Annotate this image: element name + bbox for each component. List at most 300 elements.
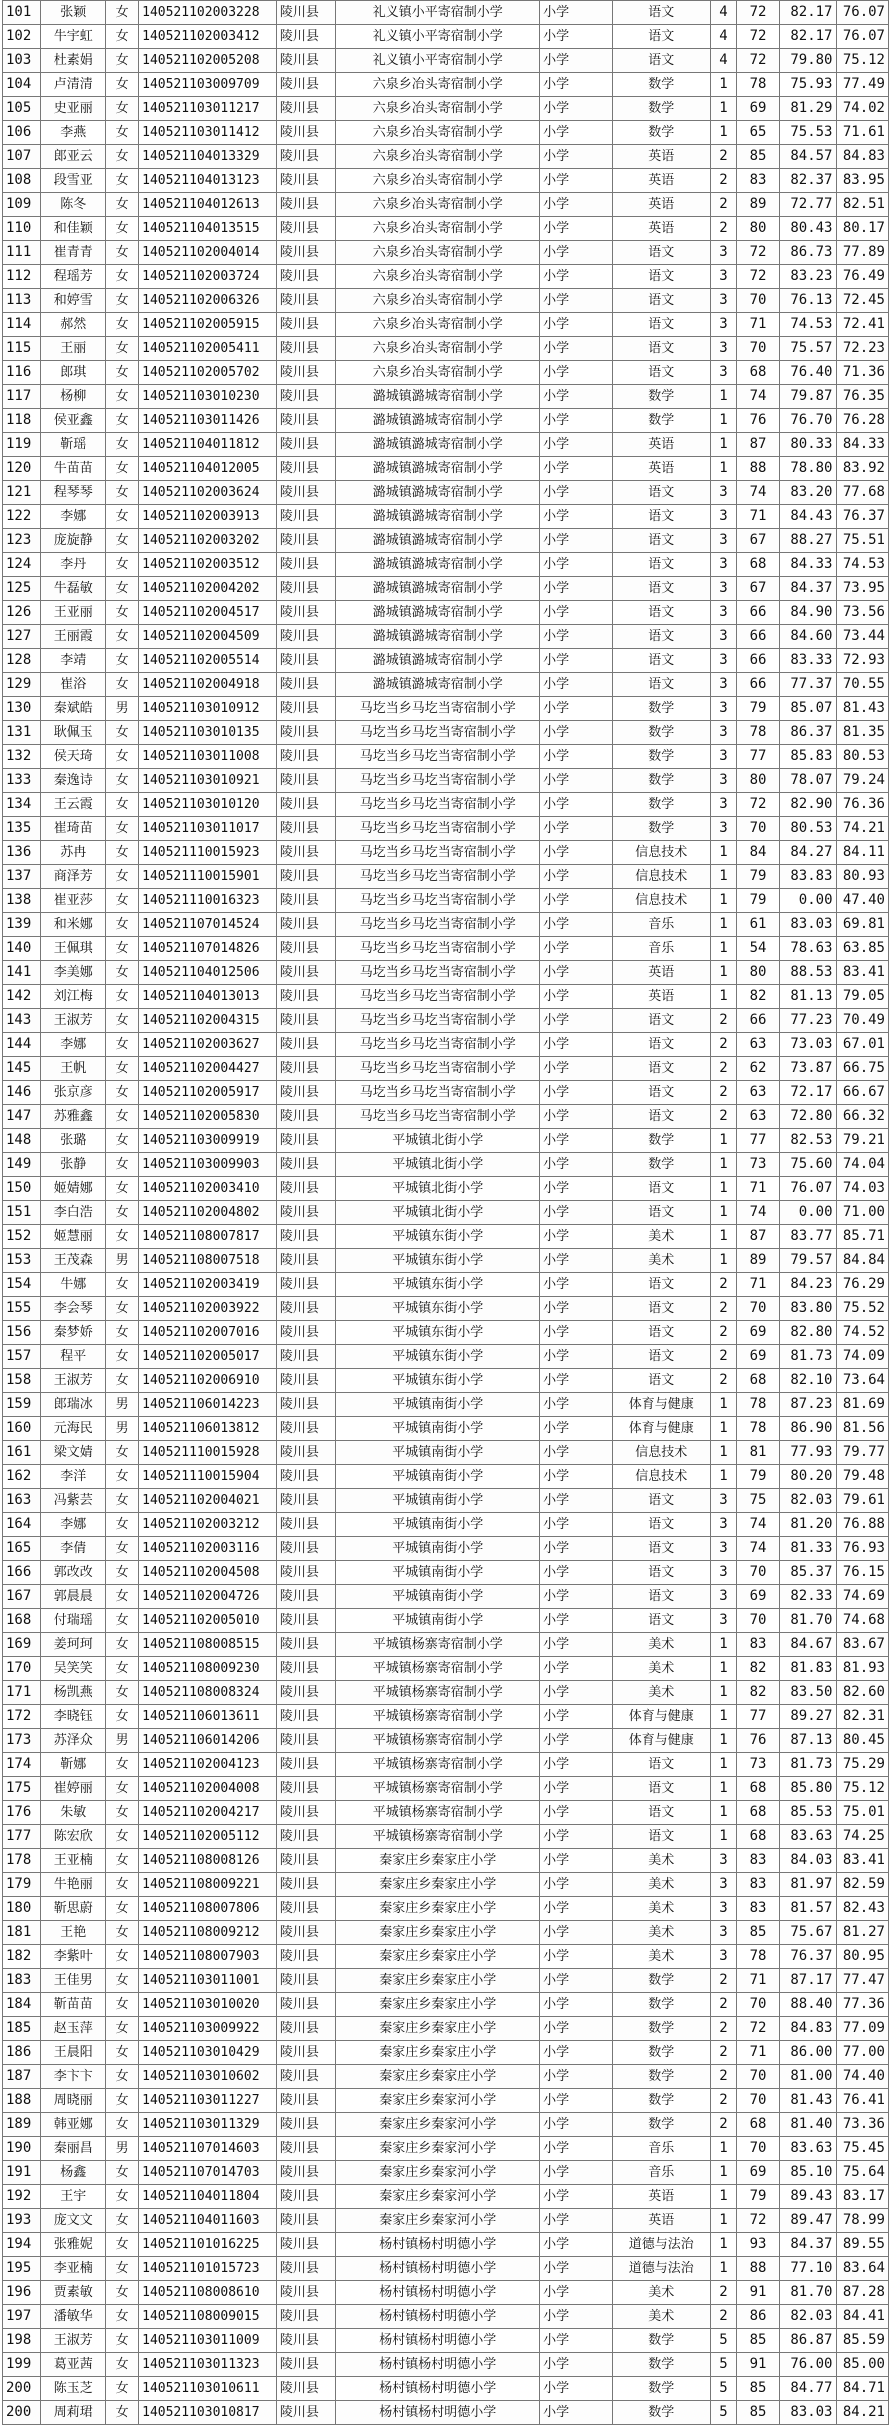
exam-id-cell: 140521103010817 (139, 2401, 277, 2425)
candidate-name-cell: 李娜 (41, 1513, 106, 1537)
interview-score-cell: 80.33 (779, 433, 836, 457)
row-number-cell: 178 (3, 1849, 41, 1873)
interview-score-cell: 81.73 (779, 1753, 836, 1777)
row-number-cell: 117 (3, 385, 41, 409)
subject-cell: 语文 (612, 1801, 710, 1825)
exam-id-cell: 140521102003202 (139, 529, 277, 553)
row-number-cell: 104 (3, 73, 41, 97)
row-number-cell: 138 (3, 889, 41, 913)
table-row (3, 1009, 889, 1033)
school-cell: 秦家庄乡秦家庄小学 (336, 2017, 540, 2041)
table-row (3, 1201, 889, 1225)
county-cell: 陵川县 (276, 193, 336, 217)
gender-cell: 女 (106, 1657, 139, 1681)
written-score-cell: 87 (737, 1225, 780, 1249)
stage-cell: 小学 (540, 1753, 612, 1777)
exam-id-cell: 140521102004509 (139, 625, 277, 649)
stage-cell: 小学 (540, 1, 612, 25)
stage-cell: 小学 (540, 2401, 612, 2425)
county-cell: 陵川县 (276, 1873, 336, 1897)
subject-cell: 语文 (612, 1513, 710, 1537)
table-row (3, 1153, 889, 1177)
school-cell: 平城镇北街小学 (336, 1129, 540, 1153)
row-number-cell: 103 (3, 49, 41, 73)
table-row (3, 1057, 889, 1081)
exam-id-cell: 140521103010611 (139, 2377, 277, 2401)
candidate-name-cell: 杨柳 (41, 385, 106, 409)
total-score-cell: 73.56 (836, 601, 889, 625)
gender-cell: 女 (106, 2305, 139, 2329)
subject-cell: 数学 (612, 745, 710, 769)
exam-id-cell: 140521102003412 (139, 25, 277, 49)
gender-cell: 女 (106, 217, 139, 241)
written-score-cell: 74 (737, 1201, 780, 1225)
written-score-cell: 78 (737, 1417, 780, 1441)
written-score-cell: 86 (737, 2305, 780, 2329)
written-score-cell: 88 (737, 2257, 780, 2281)
subject-cell: 美术 (612, 1873, 710, 1897)
table-row (3, 1, 889, 25)
stage-cell: 小学 (540, 1513, 612, 1537)
candidate-name-cell: 潘敏华 (41, 2305, 106, 2329)
row-number-cell: 186 (3, 2041, 41, 2065)
gender-cell: 女 (106, 817, 139, 841)
written-score-cell: 71 (737, 1273, 780, 1297)
gender-cell: 女 (106, 1153, 139, 1177)
row-number-cell: 161 (3, 1441, 41, 1465)
interview-score-cell: 83.63 (779, 1825, 836, 1849)
total-score-cell: 76.88 (836, 1513, 889, 1537)
interview-score-cell: 72.80 (779, 1105, 836, 1129)
exam-id-cell: 140521103010429 (139, 2041, 277, 2065)
county-cell: 陵川县 (276, 2089, 336, 2113)
stage-cell: 小学 (540, 841, 612, 865)
candidate-name-cell: 王晨阳 (41, 2041, 106, 2065)
written-score-cell: 91 (737, 2353, 780, 2377)
candidate-name-cell: 李亚楠 (41, 2257, 106, 2281)
quota-cell: 5 (711, 2401, 737, 2425)
subject-cell: 英语 (612, 2185, 710, 2209)
row-number-cell: 131 (3, 721, 41, 745)
interview-score-cell: 86.73 (779, 241, 836, 265)
written-score-cell: 79 (737, 1465, 780, 1489)
quota-cell: 2 (711, 2113, 737, 2137)
row-number-cell: 166 (3, 1561, 41, 1585)
written-score-cell: 80 (737, 769, 780, 793)
county-cell: 陵川县 (276, 2161, 336, 2185)
interview-score-cell: 77.93 (779, 1441, 836, 1465)
quota-cell: 1 (711, 385, 737, 409)
stage-cell: 小学 (540, 1057, 612, 1081)
candidate-name-cell: 李娜 (41, 505, 106, 529)
candidate-name-cell: 程琴琴 (41, 481, 106, 505)
table-row (3, 889, 889, 913)
row-number-cell: 139 (3, 913, 41, 937)
candidate-name-cell: 姜珂珂 (41, 1633, 106, 1657)
written-score-cell: 88 (737, 457, 780, 481)
row-number-cell: 171 (3, 1681, 41, 1705)
candidate-name-cell: 葛亚茜 (41, 2353, 106, 2377)
interview-score-cell: 79.80 (779, 49, 836, 73)
school-cell: 潞城镇潞城寄宿制小学 (336, 385, 540, 409)
written-score-cell: 76 (737, 409, 780, 433)
subject-cell: 数学 (612, 1969, 710, 1993)
candidate-name-cell: 赵玉萍 (41, 2017, 106, 2041)
subject-cell: 数学 (612, 73, 710, 97)
gender-cell: 女 (106, 2065, 139, 2089)
interview-score-cell: 76.00 (779, 2353, 836, 2377)
written-score-cell: 62 (737, 1057, 780, 1081)
quota-cell: 1 (711, 2161, 737, 2185)
interview-score-cell: 84.37 (779, 577, 836, 601)
candidate-name-cell: 崔琦苗 (41, 817, 106, 841)
total-score-cell: 83.41 (836, 961, 889, 985)
gender-cell: 女 (106, 1633, 139, 1657)
interview-score-cell: 81.70 (779, 2281, 836, 2305)
interview-score-cell: 86.90 (779, 1417, 836, 1441)
stage-cell: 小学 (540, 1441, 612, 1465)
row-number-cell: 126 (3, 601, 41, 625)
candidate-name-cell: 张静 (41, 1153, 106, 1177)
quota-cell: 2 (711, 145, 737, 169)
subject-cell: 道德与法治 (612, 2257, 710, 2281)
table-row (3, 25, 889, 49)
stage-cell: 小学 (540, 1009, 612, 1033)
gender-cell: 女 (106, 1057, 139, 1081)
written-score-cell: 83 (737, 1873, 780, 1897)
written-score-cell: 85 (737, 1921, 780, 1945)
table-row (3, 433, 889, 457)
written-score-cell: 70 (737, 1993, 780, 2017)
school-cell: 六泉乡冶头寄宿制小学 (336, 361, 540, 385)
gender-cell: 女 (106, 2377, 139, 2401)
quota-cell: 1 (711, 1465, 737, 1489)
candidate-name-cell: 段雪亚 (41, 169, 106, 193)
table-row (3, 217, 889, 241)
stage-cell: 小学 (540, 1201, 612, 1225)
subject-cell: 信息技术 (612, 889, 710, 913)
candidate-name-cell: 牛磊敏 (41, 577, 106, 601)
written-score-cell: 73 (737, 1153, 780, 1177)
subject-cell: 英语 (612, 145, 710, 169)
candidate-name-cell: 王帆 (41, 1057, 106, 1081)
written-score-cell: 76 (737, 1729, 780, 1753)
table-row (3, 2329, 889, 2353)
written-score-cell: 70 (737, 817, 780, 841)
table-row (3, 145, 889, 169)
exam-id-cell: 140521103011017 (139, 817, 277, 841)
interview-score-cell: 81.97 (779, 1873, 836, 1897)
subject-cell: 体育与健康 (612, 1729, 710, 1753)
row-number-cell: 195 (3, 2257, 41, 2281)
total-score-cell: 82.51 (836, 193, 889, 217)
row-number-cell: 180 (3, 1897, 41, 1921)
written-score-cell: 74 (737, 1513, 780, 1537)
total-score-cell: 81.43 (836, 697, 889, 721)
school-cell: 杨村镇杨村明德小学 (336, 2401, 540, 2425)
county-cell: 陵川县 (276, 2137, 336, 2161)
subject-cell: 语文 (612, 1561, 710, 1585)
total-score-cell: 85.59 (836, 2329, 889, 2353)
exam-id-cell: 140521106014223 (139, 1393, 277, 1417)
candidate-name-cell: 崔亚莎 (41, 889, 106, 913)
total-score-cell: 82.60 (836, 1681, 889, 1705)
total-score-cell: 89.55 (836, 2233, 889, 2257)
row-number-cell: 169 (3, 1633, 41, 1657)
stage-cell: 小学 (540, 385, 612, 409)
quota-cell: 1 (711, 1129, 737, 1153)
table-row (3, 529, 889, 553)
school-cell: 潞城镇潞城寄宿制小学 (336, 409, 540, 433)
subject-cell: 美术 (612, 1657, 710, 1681)
subject-cell: 语文 (612, 529, 710, 553)
quota-cell: 2 (711, 2041, 737, 2065)
subject-cell: 美术 (612, 1249, 710, 1273)
table-row (3, 1753, 889, 1777)
table-row (3, 2185, 889, 2209)
county-cell: 陵川县 (276, 289, 336, 313)
county-cell: 陵川县 (276, 841, 336, 865)
row-number-cell: 194 (3, 2233, 41, 2257)
subject-cell: 数学 (612, 2329, 710, 2353)
gender-cell: 女 (106, 169, 139, 193)
interview-score-cell: 83.03 (779, 913, 836, 937)
subject-cell: 语文 (612, 1, 710, 25)
county-cell: 陵川县 (276, 529, 336, 553)
interview-score-cell: 77.37 (779, 673, 836, 697)
written-score-cell: 71 (737, 1969, 780, 1993)
written-score-cell: 72 (737, 265, 780, 289)
written-score-cell: 78 (737, 721, 780, 745)
quota-cell: 1 (711, 1825, 737, 1849)
gender-cell: 女 (106, 2257, 139, 2281)
row-number-cell: 125 (3, 577, 41, 601)
stage-cell: 小学 (540, 625, 612, 649)
row-number-cell: 189 (3, 2113, 41, 2137)
subject-cell: 数学 (612, 385, 710, 409)
gender-cell: 男 (106, 697, 139, 721)
quota-cell: 1 (711, 97, 737, 121)
county-cell: 陵川县 (276, 745, 336, 769)
interview-score-cell: 87.13 (779, 1729, 836, 1753)
row-number-cell: 128 (3, 649, 41, 673)
quota-cell: 1 (711, 889, 737, 913)
county-cell: 陵川县 (276, 1681, 336, 1705)
subject-cell: 英语 (612, 457, 710, 481)
table-row (3, 97, 889, 121)
exam-id-cell: 140521103011412 (139, 121, 277, 145)
county-cell: 陵川县 (276, 2401, 336, 2425)
row-number-cell: 145 (3, 1057, 41, 1081)
row-number-cell: 118 (3, 409, 41, 433)
school-cell: 潞城镇潞城寄宿制小学 (336, 577, 540, 601)
total-score-cell: 76.07 (836, 1, 889, 25)
county-cell: 陵川县 (276, 1105, 336, 1129)
total-score-cell: 72.23 (836, 337, 889, 361)
written-score-cell: 66 (737, 1009, 780, 1033)
stage-cell: 小学 (540, 1873, 612, 1897)
written-score-cell: 71 (737, 1177, 780, 1201)
gender-cell: 女 (106, 2161, 139, 2185)
interview-score-cell: 84.57 (779, 145, 836, 169)
county-cell: 陵川县 (276, 721, 336, 745)
gender-cell: 女 (106, 73, 139, 97)
subject-cell: 数学 (612, 697, 710, 721)
written-score-cell: 78 (737, 73, 780, 97)
total-score-cell: 75.64 (836, 2161, 889, 2185)
gender-cell: 女 (106, 121, 139, 145)
row-number-cell: 151 (3, 1201, 41, 1225)
table-row (3, 1873, 889, 1897)
gender-cell: 女 (106, 1009, 139, 1033)
school-cell: 秦家庄乡秦家庄小学 (336, 2065, 540, 2089)
stage-cell: 小学 (540, 1657, 612, 1681)
quota-cell: 5 (711, 2329, 737, 2353)
subject-cell: 数学 (612, 2113, 710, 2137)
stage-cell: 小学 (540, 913, 612, 937)
county-cell: 陵川县 (276, 337, 336, 361)
quota-cell: 3 (711, 697, 737, 721)
interview-score-cell: 76.40 (779, 361, 836, 385)
subject-cell: 英语 (612, 2209, 710, 2233)
gender-cell: 女 (106, 793, 139, 817)
exam-id-cell: 140521102004217 (139, 1801, 277, 1825)
stage-cell: 小学 (540, 1921, 612, 1945)
stage-cell: 小学 (540, 193, 612, 217)
quota-cell: 1 (711, 1249, 737, 1273)
school-cell: 潞城镇潞城寄宿制小学 (336, 433, 540, 457)
county-cell: 陵川县 (276, 1513, 336, 1537)
subject-cell: 语文 (612, 1777, 710, 1801)
interview-score-cell: 83.50 (779, 1681, 836, 1705)
stage-cell: 小学 (540, 265, 612, 289)
row-number-cell: 167 (3, 1585, 41, 1609)
row-number-cell: 172 (3, 1705, 41, 1729)
county-cell: 陵川县 (276, 265, 336, 289)
exam-id-cell: 140521103009922 (139, 2017, 277, 2041)
total-score-cell: 82.43 (836, 1897, 889, 1921)
stage-cell: 小学 (540, 1273, 612, 1297)
gender-cell: 女 (106, 673, 139, 697)
quota-cell: 4 (711, 1, 737, 25)
row-number-cell: 168 (3, 1609, 41, 1633)
row-number-cell: 120 (3, 457, 41, 481)
gender-cell: 女 (106, 265, 139, 289)
total-score-cell: 71.61 (836, 121, 889, 145)
interview-score-cell: 87.23 (779, 1393, 836, 1417)
exam-id-cell: 140521107014603 (139, 2137, 277, 2161)
total-score-cell: 79.48 (836, 1465, 889, 1489)
row-number-cell: 134 (3, 793, 41, 817)
subject-cell: 数学 (612, 1993, 710, 2017)
candidate-name-cell: 崔浴 (41, 673, 106, 697)
school-cell: 六泉乡冶头寄宿制小学 (336, 73, 540, 97)
gender-cell: 女 (106, 961, 139, 985)
county-cell: 陵川县 (276, 1969, 336, 1993)
stage-cell: 小学 (540, 2089, 612, 2113)
written-score-cell: 79 (737, 889, 780, 913)
gender-cell: 女 (106, 457, 139, 481)
table-row (3, 1657, 889, 1681)
interview-score-cell: 82.53 (779, 1129, 836, 1153)
interview-score-cell: 84.60 (779, 625, 836, 649)
county-cell: 陵川县 (276, 2065, 336, 2089)
county-cell: 陵川县 (276, 2353, 336, 2377)
written-score-cell: 91 (737, 2281, 780, 2305)
school-cell: 平城镇东街小学 (336, 1345, 540, 1369)
candidate-name-cell: 郎亚云 (41, 145, 106, 169)
candidate-name-cell: 和婷雪 (41, 289, 106, 313)
total-score-cell: 77.09 (836, 2017, 889, 2041)
school-cell: 六泉乡冶头寄宿制小学 (336, 145, 540, 169)
candidate-name-cell: 王丽霞 (41, 625, 106, 649)
total-score-cell: 74.40 (836, 2065, 889, 2089)
written-score-cell: 79 (737, 865, 780, 889)
interview-score-cell: 89.43 (779, 2185, 836, 2209)
quota-cell: 1 (711, 841, 737, 865)
exam-id-cell: 140521103011001 (139, 1969, 277, 1993)
school-cell: 六泉乡冶头寄宿制小学 (336, 121, 540, 145)
exam-id-cell: 140521102005208 (139, 49, 277, 73)
subject-cell: 信息技术 (612, 865, 710, 889)
county-cell: 陵川县 (276, 409, 336, 433)
total-score-cell: 85.00 (836, 2353, 889, 2377)
row-number-cell: 119 (3, 433, 41, 457)
interview-score-cell: 76.07 (779, 1177, 836, 1201)
school-cell: 马圪当乡马圪当寄宿制小学 (336, 769, 540, 793)
stage-cell: 小学 (540, 457, 612, 481)
quota-cell: 1 (711, 1801, 737, 1825)
school-cell: 马圪当乡马圪当寄宿制小学 (336, 841, 540, 865)
quota-cell: 2 (711, 1081, 737, 1105)
total-score-cell: 81.93 (836, 1657, 889, 1681)
row-number-cell: 192 (3, 2185, 41, 2209)
stage-cell: 小学 (540, 1297, 612, 1321)
exam-id-cell: 140521102005112 (139, 1825, 277, 1849)
table-row (3, 1897, 889, 1921)
subject-cell: 语文 (612, 1201, 710, 1225)
total-score-cell: 80.45 (836, 1729, 889, 1753)
interview-score-cell: 84.83 (779, 2017, 836, 2041)
interview-score-cell: 89.27 (779, 1705, 836, 1729)
gender-cell: 女 (106, 1513, 139, 1537)
county-cell: 陵川县 (276, 1585, 336, 1609)
county-cell: 陵川县 (276, 793, 336, 817)
county-cell: 陵川县 (276, 1465, 336, 1489)
quota-cell: 2 (711, 1009, 737, 1033)
candidate-name-cell: 梁文婧 (41, 1441, 106, 1465)
total-score-cell: 79.05 (836, 985, 889, 1009)
row-number-cell: 197 (3, 2305, 41, 2329)
candidate-name-cell: 王淑芳 (41, 1009, 106, 1033)
written-score-cell: 89 (737, 193, 780, 217)
school-cell: 杨村镇杨村明德小学 (336, 2281, 540, 2305)
candidate-name-cell: 刘江梅 (41, 985, 106, 1009)
written-score-cell: 74 (737, 1537, 780, 1561)
stage-cell: 小学 (540, 1969, 612, 1993)
quota-cell: 2 (711, 1273, 737, 1297)
row-number-cell: 198 (3, 2329, 41, 2353)
school-cell: 平城镇杨寨寄宿制小学 (336, 1801, 540, 1825)
quota-cell: 2 (711, 1969, 737, 1993)
school-cell: 潞城镇潞城寄宿制小学 (336, 625, 540, 649)
exam-id-cell: 140521103010230 (139, 385, 277, 409)
gender-cell: 女 (106, 1681, 139, 1705)
table-row (3, 1921, 889, 1945)
quota-cell: 3 (711, 505, 737, 529)
gender-cell: 女 (106, 337, 139, 361)
gender-cell: 女 (106, 649, 139, 673)
